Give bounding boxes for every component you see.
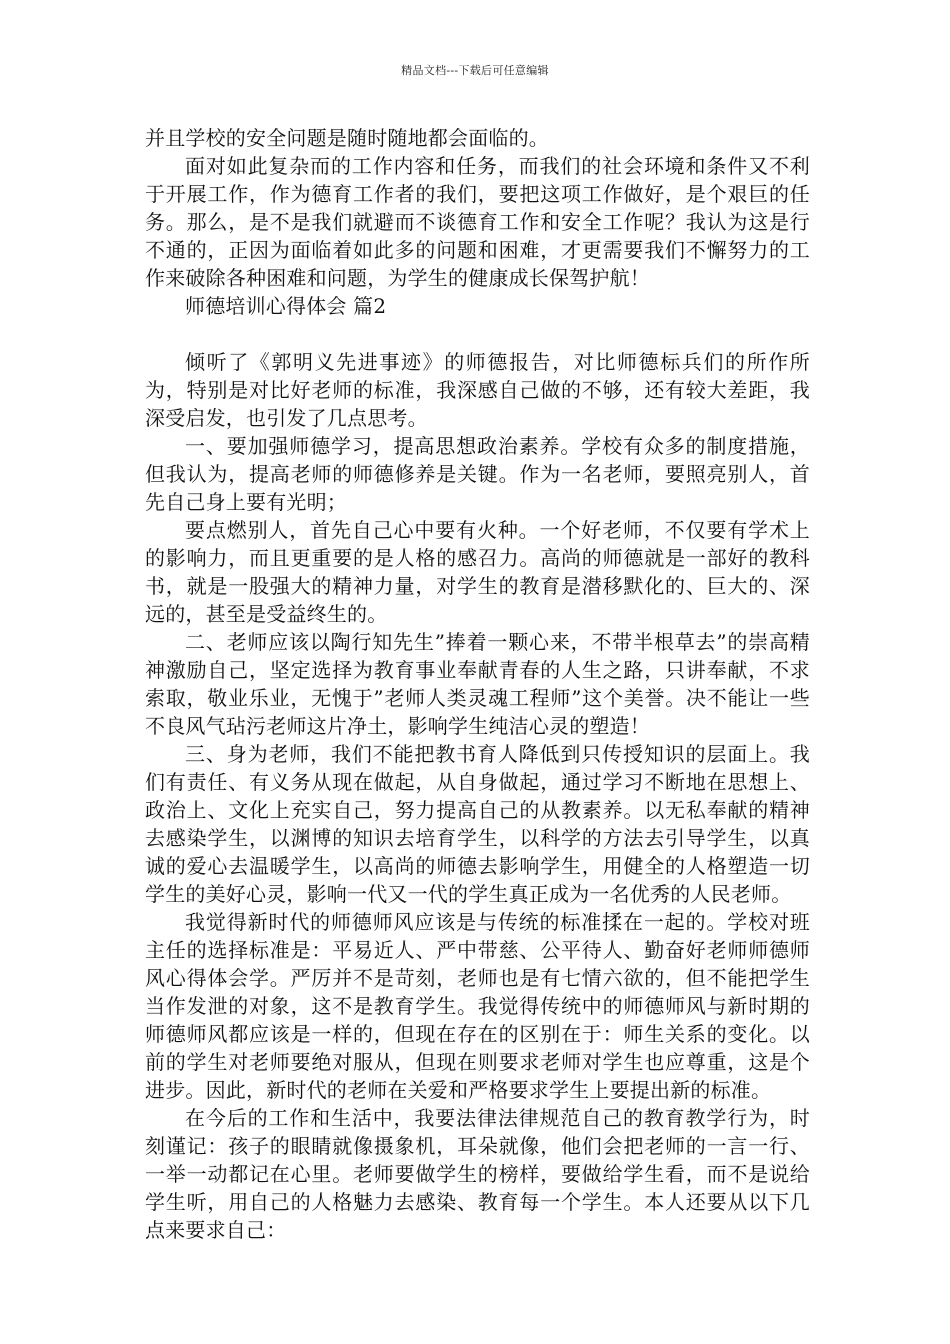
paragraph: 倾听了《郭明义先进事迹》的师德报告，对比师德标兵们的所作所为，特别是对比好老师的标准，我深感自己做的不够，还有较大差距，我深受启发，也引发了几点思考。 [145,350,810,430]
page-header: 精品文档---下载后可任意编辑 [401,64,549,77]
section-heading: 师德培训心得体会 篇2 [185,294,387,318]
paragraph: 我觉得新时代的师德师风应该是与传统的标准揉在一起的。学校对班主任的选择标准是：平易近人、严中带慈、公平待人、勤奋好老师师德师风心得体会学。严厉并不是苛刻，老师也是有七情六欲的，但不能把学生当作发泄的对象，这不是教育学生。我觉得传统中的师德师风与新时期的师德师风都应该是一样的，但现在存在的区别在于：师生关系的变化。以前的学生对老师要绝对服从，但现在则要求老师对学生也应尊重，这是个进步。因此，新时代的老师在关爱和严格要求学生上要提出新的标准。 [145,910,810,1102]
paragraph-continued: 并且学校的安全问题是随时随地都会面临的。 [145,126,549,150]
paragraph: 面对如此复杂而的工作内容和任务，而我们的社会环境和条件又不利于开展工作，作为德育工作者的我们，要把这项工作做好，是个艰巨的任务。那么，是不是我们就避而不谈德育工作和安全工作呢？我认为这是行不通的，正因为面临着如此多的问题和困难，才更需要我们不懈努力的工作来破除各种困难和问题，为学生的健康成长保驾护航！ [145,154,810,290]
document-body [145,124,810,1244]
paragraph: 二、老师应该以陶行知先生”捧着一颗心来，不带半根草去”的崇高精神激励自己，坚定选择为教育事业奉献青春的人生之路，只讲奉献，不求索取，敬业乐业，无愧于”老师人类灵魂工程师”这个美誉。决不能让一些不良风气玷污老师这片净土，影响学生纯洁心灵的塑造！ [145,630,810,738]
paragraph: 要点燃别人，首先自己心中要有火种。一个好老师，不仅要有学术上的影响力，而且更重要的是人格的感召力。高尚的师德就是一部好的教科书，就是一股强大的精神力量，对学生的教育是潜移默化的、巨大的、深远的，甚至是受益终生的。 [145,518,810,626]
blank-line [145,320,810,348]
paragraph: 在今后的工作和生活中，我要法律法律规范自己的教育教学行为，时刻谨记：孩子的眼睛就像摄象机，耳朵就像，他们会把老师的一言一行、一举一动都记在心里。老师要做学生的榜样，要做给学生看，而不是说给学生听，用自己的人格魅力去感染、教育每一个学生。本人还要从以下几点来要求自己： [145,1106,810,1242]
paragraph: 三、身为老师，我们不能把教书育人降低到只传授知识的层面上。我们有责任、有义务从现在做起，从自身做起，通过学习不断地在思想上、政治上、文化上充实自己，努力提高自己的从教素养。以无私奉献的精神去感染学生，以渊博的知识去培育学生，以科学的方法去引导学生，以真诚的爱心去温暖学生，以高尚的师德去影响学生，用健全的人格塑造一切学生的美好心灵，影响一代又一代的学生真正成为一名优秀的人民老师。 [145,742,810,906]
paragraph: 一、要加强师德学习，提高思想政治素养。学校有众多的制度措施，但我认为，提高老师的师德修养是关键。作为一名老师，要照亮别人，首先自己身上要有光明； [145,434,810,514]
